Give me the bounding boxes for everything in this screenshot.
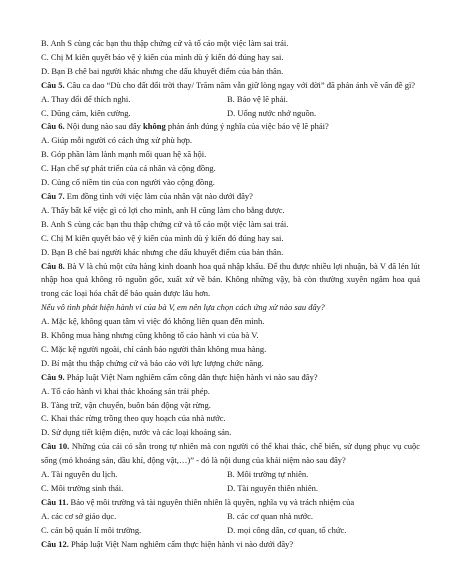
question-text: Nội dung nào sau đây <box>64 121 144 132</box>
option-d: D. Uống nước nhớ nguồn. <box>227 107 317 118</box>
option-b: B. các cơ quan nhà nước. <box>227 510 314 521</box>
question-label: Câu 11. <box>41 496 69 507</box>
question-text: Câu ca dao “Dù cho đất đổi trời thay/ Trăm năm vẫn giữ lòng ngay với đời” đã phản ánh về vấn đề gì? <box>64 79 416 90</box>
option-c: C. Dũng cảm, kiên cường. <box>41 107 131 118</box>
option-b: B. Bảo vệ lẽ phải. <box>227 93 288 104</box>
question-text: Pháp luật Việt Nam nghiêm cấm thực hiện hành vi nào dưới đây? <box>68 538 294 549</box>
option-row <box>41 468 420 482</box>
question-text: phản ánh đúng ý nghĩa của việc bảo vệ lẽ phải? <box>165 121 329 132</box>
question-text: Bảo vệ môi trường và tài nguyên thiên nhiên là quyền, nghĩa vụ và trách nhiệm của <box>68 496 355 507</box>
option-row <box>41 107 420 121</box>
question-prompt: Nếu vô tình phát hiện hành vi của bà V, em nên lựa chọn cách ứng xử nào sau đây? <box>41 302 325 313</box>
option-c: C. cán bộ quản lí môi trường. <box>41 524 142 535</box>
question-10 <box>41 440 420 468</box>
option-b: B. Góp phần làm lành mạnh mối quan hệ xã hội. <box>41 149 207 160</box>
option-b: B. Không mua hàng nhưng cũng không tố cáo hành vi của bà V. <box>41 330 259 341</box>
option-a: A. Tài nguyên du lịch. <box>41 469 118 480</box>
option-a: A. các cơ sở giáo dục. <box>41 510 117 521</box>
option-row <box>41 93 420 107</box>
option-d: D. Bạn B chê bai người khác nhưng che dấu khuyết điểm của bản thân. <box>41 246 284 257</box>
question-6 <box>41 120 420 134</box>
option-line: D. Bạn B chê bai người khác nhưng che dấu khuyết điểm của bản thân. <box>41 65 284 76</box>
question-label: Câu 5. <box>41 79 65 90</box>
option-a: A. Mặc kệ, không quan tâm vì việc đó không liên quan đến mình. <box>41 316 265 327</box>
option-d: D. Củng cố niềm tin của con người vào cộng đồng. <box>41 177 215 188</box>
question-9 <box>41 371 420 385</box>
option-b: B. Anh S cùng các bạn thu thập chứng cứ và tố cáo một việc làm sai trái. <box>41 218 289 229</box>
option-d: D. mọi công dân, cơ quan, tổ chức. <box>227 524 347 535</box>
option-a: A. Thay đổi để thích nghi. <box>41 93 131 104</box>
question-text: Những của cải có sẵn trong tự nhiên mà con người có thể khai thác, chế biến, sử dụng phục vụ cuộc sống (mỏ khoáng sản, dầu khí, động vật,…)” - đó là nội dung của khái niệm nào sau đây? <box>41 441 420 466</box>
option-c: C. Hạn chế sự phát triển của cá nhân và cộng đồng. <box>41 163 216 174</box>
option-row <box>41 524 420 538</box>
question-label: Câu 6. <box>41 121 65 132</box>
question-12 <box>41 538 420 552</box>
question-text: Em đồng tình với việc làm của nhân vật nào dưới đây? <box>64 190 253 201</box>
option-row <box>41 482 420 496</box>
question-label: Câu 8. <box>41 260 65 271</box>
option-a: A. Tố cáo hành vi khai thác khoáng sản trái phép. <box>41 385 210 396</box>
option-a: A. Giúp mỗi người có cách ứng xử phù hợp. <box>41 135 192 146</box>
option-c: C. Môi trường sinh thái. <box>41 483 124 493</box>
question-11 <box>41 496 420 510</box>
question-text: Pháp luật Việt Nam nghiêm cấm công dân thực hiện hành vi nào sau đây? <box>64 371 318 382</box>
option-a: A. Thấy bất kể việc gì có lợi cho mình, anh H cũng làm cho bằng được. <box>41 204 285 215</box>
option-c: C. Chị M kiên quyết bảo vệ ý kiến của mình dù ý kiến đó đúng hay sai. <box>41 232 284 243</box>
question-7 <box>41 190 420 204</box>
question-label: Câu 9. <box>41 371 65 382</box>
option-row <box>41 510 420 524</box>
option-b: B. Môi trường tự nhiên. <box>227 469 309 480</box>
option-line: C. Chị M kiên quyết bảo vệ ý kiến của mình dù ý kiến đó đúng hay sai. <box>41 51 284 62</box>
option-d: D. Bí mật thu thập chứng cứ và báo cáo với lực lượng chức năng. <box>41 357 264 368</box>
question-emphasis: không <box>143 121 166 132</box>
question-text: Bà V là chủ một cửa hàng kinh doanh hoa quả nhập khẩu. Để thu được nhiều lợi nhuận, bà V đã lén lút nhập hoa quả không rõ nguồn gốc, xuất xứ về bán. Không những vậy, bà còn thường xuyên ngâm hoa quả trong các loại hóa chất để bảo quản được lâu hơn. <box>41 260 421 299</box>
option-c: C. Khai thác rừng trồng theo quy hoạch của nhà nước. <box>41 413 226 424</box>
option-c: C. Mặc kệ người ngoài, chỉ cảnh báo người thân không mua hàng. <box>41 343 267 354</box>
question-8 <box>41 260 420 302</box>
option-line: B. Anh S cùng các bạn thu thập chứng cứ và tố cáo một việc làm sai trái. <box>41 38 289 48</box>
question-label: Câu 7. <box>41 190 65 201</box>
question-5 <box>41 79 420 93</box>
question-label: Câu 10. <box>41 441 70 452</box>
option-b: B. Tàng trữ, vận chuyển, buôn bán động vật rừng. <box>41 399 211 410</box>
question-label: Câu 12. <box>41 538 69 549</box>
option-d: D. Tài nguyên thiên nhiên. <box>227 483 318 493</box>
option-d: D. Sử dụng tiết kiệm điện, nước và các loại khoáng sản. <box>41 427 232 438</box>
